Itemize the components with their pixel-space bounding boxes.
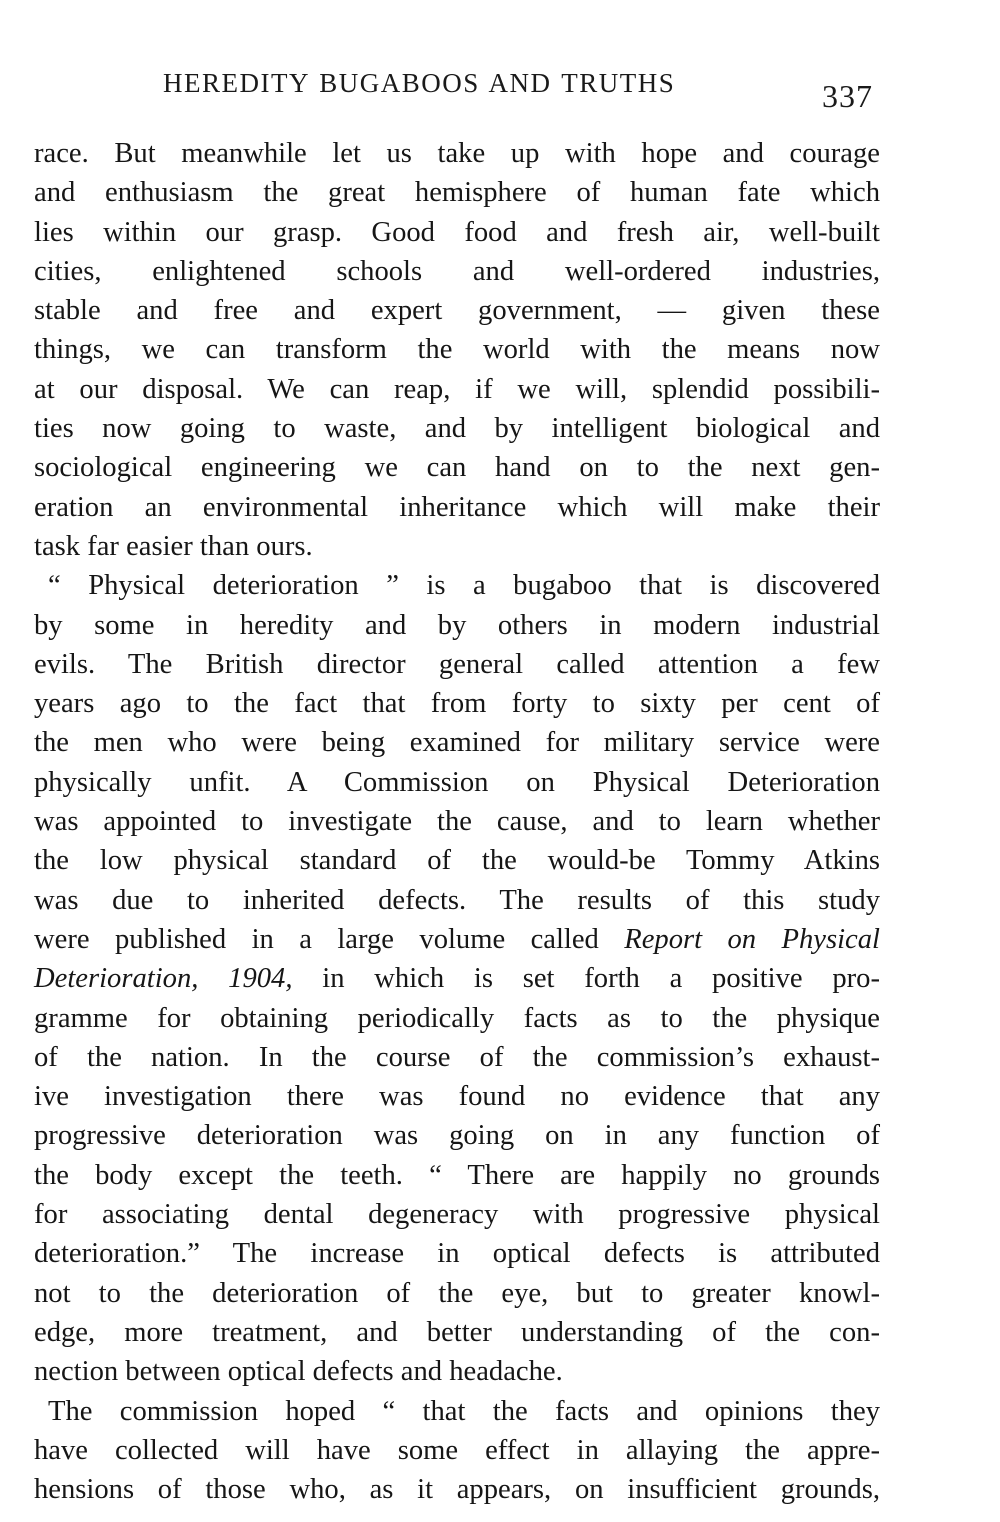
body-text (34, 134, 880, 1509)
text-line: hensions of those who, as it appears, on insufficient grounds, (34, 1474, 880, 1506)
text-line: was appointed to investigate the cause, and to learn whether (34, 806, 880, 838)
text-line: the low physical standard of the would-be Tommy Atkins (34, 845, 880, 877)
text-line: ties now going to waste, and by intelligent biological and (34, 413, 880, 445)
report-title-italic: Report on Physical (624, 923, 880, 955)
page-number: 337 (822, 78, 873, 114)
text-line: race. But meanwhile let us take up with hope and courage (34, 138, 880, 169)
text-line: evils. The British director general called attention a few (34, 648, 880, 680)
report-title-italic-cont: Deterioration, 1904, (34, 963, 293, 995)
text-line: have collected will have some effect in allaying the appre- (34, 1434, 880, 1466)
text-segment: in which is set forth a positive pro- (322, 963, 880, 995)
text-segment: were published in a large volume called (34, 923, 599, 955)
text-line: gramme for obtaining periodically facts as to the physique (34, 1002, 880, 1034)
text-line: deterioration.” The increase in optical defects is attributed (34, 1238, 880, 1270)
text-line: by some in heredity and by others in modern industrial (34, 609, 880, 641)
text-line: sociological engineering we can hand on to the next gen- (34, 452, 880, 484)
text-line: ive investigation there was found no evidence that any (34, 1081, 880, 1113)
text-line: years ago to the fact that from forty to sixty per cent of (34, 688, 880, 720)
text-line: The commission hoped “ that the facts and opinions they (48, 1395, 880, 1427)
text-line: cities, enlightened schools and well-ordered industries, (34, 255, 880, 287)
text-line: and enthusiasm the great hemisphere of human fate which (34, 177, 880, 209)
text-line: edge, more treatment, and better understanding of the con- (34, 1316, 880, 1348)
text-line: stable and free and expert government, — given these (34, 295, 880, 327)
text-line: the men who were being examined for military service were (34, 727, 880, 759)
text-line: nection between optical defects and headache. (34, 1356, 563, 1388)
page-header (0, 68, 1000, 114)
text-line: was due to inherited defects. The results of this study (34, 884, 880, 916)
text-line: at our disposal. We can reap, if we will, splendid possibili- (34, 373, 880, 405)
text-line (34, 959, 880, 998)
text-line: lies within our grasp. Good food and fresh air, well-built (34, 216, 880, 248)
text-line: things, we can transform the world with the means now (34, 334, 880, 366)
text-line: the body except the teeth. “ There are happily no grounds (34, 1159, 880, 1191)
text-line: “ Physical deterioration ” is a bugaboo that is discovered (48, 570, 880, 602)
text-line (34, 920, 880, 959)
text-line: eration an environmental inheritance which will make their (34, 491, 880, 523)
text-line: of the nation. In the course of the commission’s exhaust- (34, 1041, 880, 1073)
text-line: for associating dental degeneracy with progressive physical (34, 1199, 880, 1231)
text-line: not to the deterioration of the eye, but to greater knowl- (34, 1277, 880, 1309)
text-line: physically unfit. A Commission on Physical Deterioration (34, 766, 880, 798)
running-title: HEREDITY BUGABOOS AND TRUTHS (163, 68, 676, 98)
text-line: task far easier than ours. (34, 530, 313, 562)
text-line: progressive deterioration was going on in any function of (34, 1120, 880, 1152)
